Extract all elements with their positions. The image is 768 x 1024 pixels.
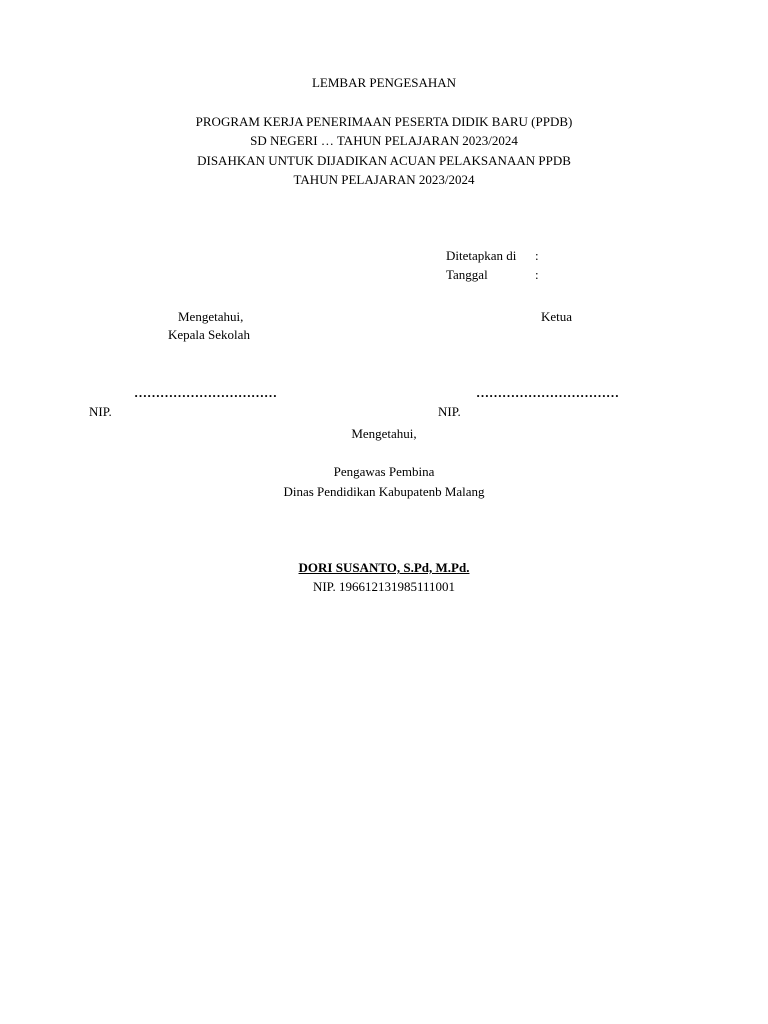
- right-name-line: ……………………………: [476, 385, 619, 400]
- right-role: Ketua: [541, 309, 573, 324]
- left-nip: NIP.: [89, 404, 112, 419]
- supervisor-role: Pengawas Pembina: [333, 464, 435, 479]
- right-nip: NIP.: [438, 404, 461, 419]
- ditetapkan-label: Ditetapkan di: [446, 248, 517, 263]
- tanggal-label: Tanggal: [446, 267, 488, 282]
- tanggal-separator: :: [535, 267, 539, 282]
- program-title-line-4: TAHUN PELAJARAN 2023/2024: [293, 172, 475, 187]
- document-title: LEMBAR PENGESAHAN: [311, 75, 457, 90]
- ditetapkan-separator: :: [535, 248, 539, 263]
- supervisor-mengetahui: Mengetahui,: [351, 426, 417, 441]
- supervisor-name-text: DORI SUSANTO, S.Pd, M.Pd.: [298, 560, 470, 575]
- supervisor-office: Dinas Pendidikan Kabupatenb Malang: [283, 484, 485, 499]
- program-title-line-2: SD NEGERI … TAHUN PELAJARAN 2023/2024: [250, 133, 518, 148]
- tanggal-row: [446, 268, 539, 281]
- program-title-line-3: DISAHKAN UNTUK DIJADIKAN ACUAN PELAKSANAAN PPDB: [197, 153, 571, 168]
- ditetapkan-row: [446, 249, 539, 262]
- supervisor-name: [0, 561, 768, 574]
- supervisor-nip: NIP. 196612131985111001: [312, 579, 456, 594]
- program-title-line-1: PROGRAM KERJA PENERIMAAN PESERTA DIDIK BARU (PPDB): [195, 114, 573, 129]
- left-role: Kepala Sekolah: [168, 327, 250, 342]
- left-name-line: ……………………………: [134, 385, 277, 400]
- left-mengetahui: Mengetahui,: [178, 309, 244, 324]
